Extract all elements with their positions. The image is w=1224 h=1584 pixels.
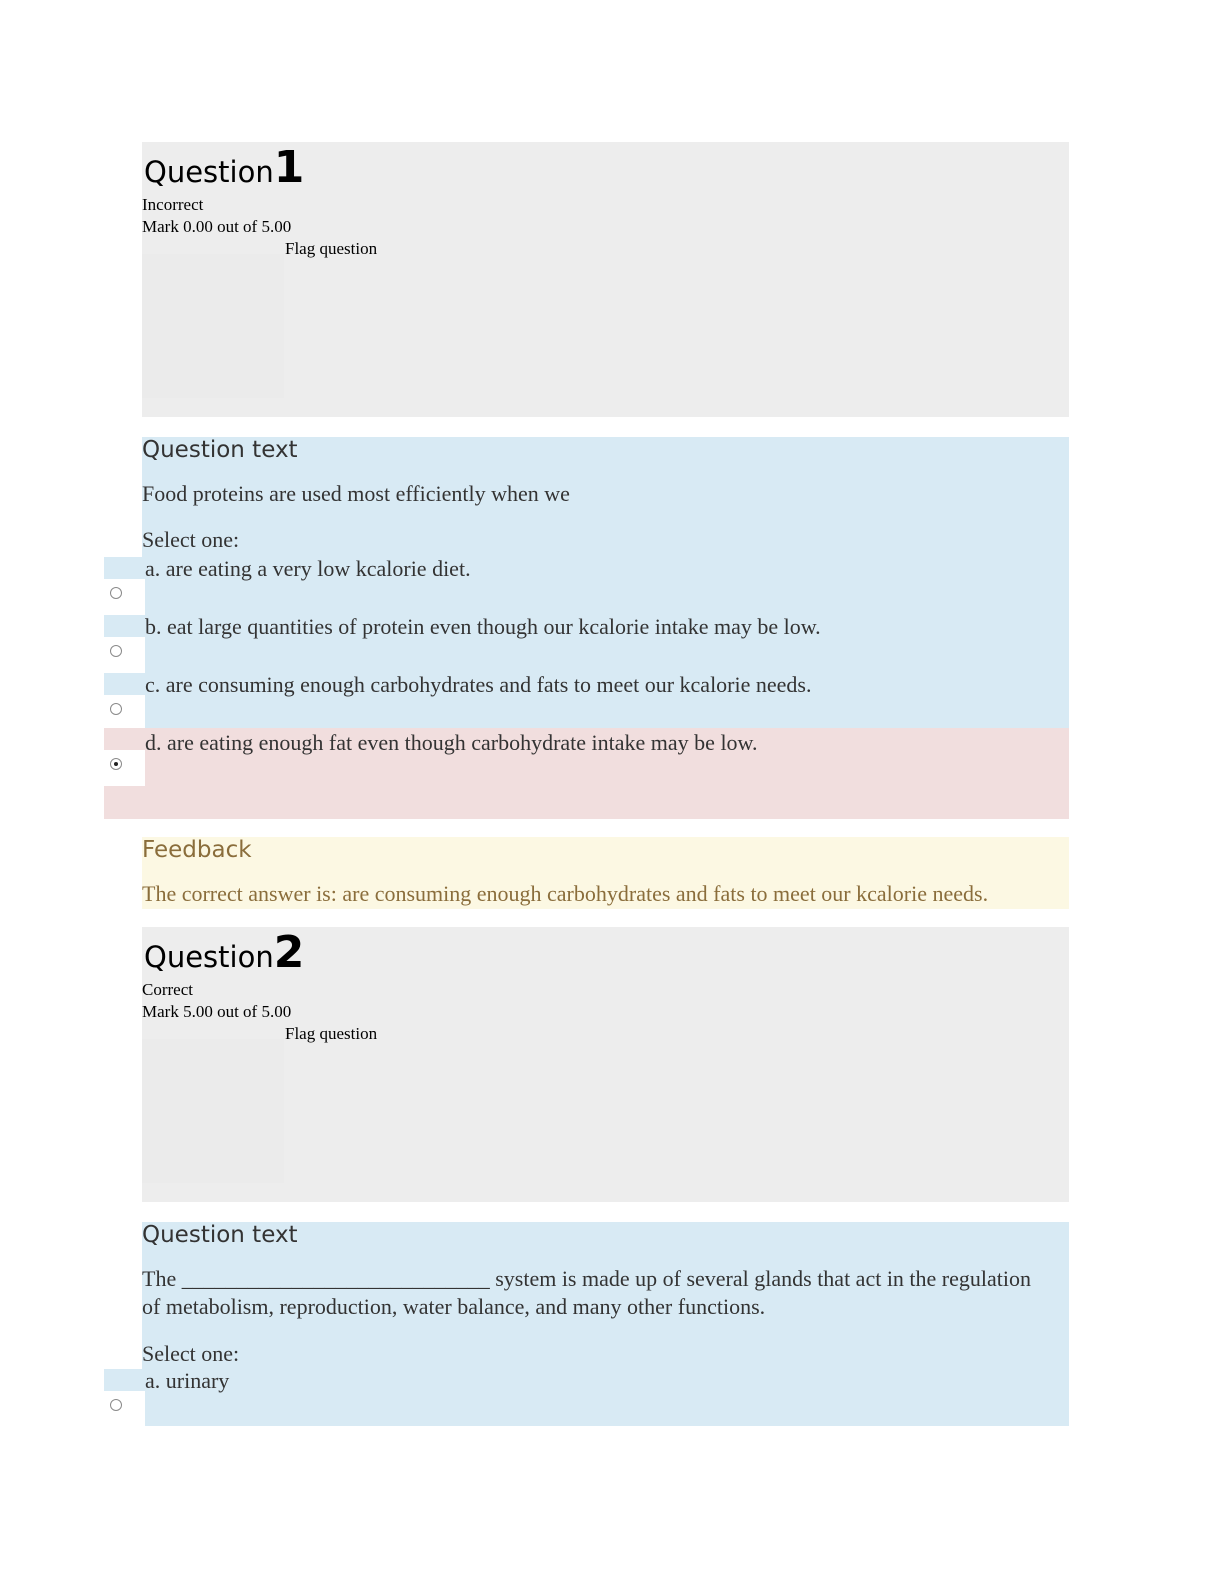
question-word: Question <box>144 155 274 189</box>
question-2-flag-button[interactable]: Flag question <box>285 1024 378 1043</box>
question-1-answer-b[interactable] <box>104 615 1069 673</box>
question-1-answer-c[interactable] <box>104 673 1069 731</box>
answer-label[interactable]: a. urinary <box>145 1368 230 1393</box>
question-1-answer-d[interactable] <box>104 728 1069 819</box>
answer-label[interactable]: b. eat large quantities of protein even though our kcalorie intake may be low. <box>145 614 821 639</box>
radio-button[interactable] <box>110 1399 122 1411</box>
question-1-text: Food proteins are used most efficiently when we <box>142 481 570 506</box>
question-2-grade: Mark 5.00 out of 5.00 <box>142 1002 292 1021</box>
question-word: Question <box>144 940 274 974</box>
answer-label[interactable]: d. are eating enough fat even though carbohydrate intake may be low. <box>145 730 758 755</box>
question-2-text-heading: Question text <box>142 1222 298 1248</box>
question-2-state: Correct <box>142 980 193 999</box>
question-1-flag-button[interactable]: Flag question <box>285 239 378 258</box>
question-1-info <box>142 142 1069 417</box>
question-2-info <box>142 927 1069 1202</box>
question-1-grade: Mark 0.00 out of 5.00 <box>142 217 292 236</box>
question-2-text: The ____________________________ system is made up of several glands that act in the regulation of metabolism, reproduction, water balance, and many other functions. <box>142 1266 1032 1319</box>
question-2-prompt: Select one: <box>142 1341 240 1366</box>
question-1-text-heading: Question text <box>142 437 298 463</box>
answer-label[interactable]: c. are consuming enough carbohydrates and fats to meet our kcalorie needs. <box>145 672 812 697</box>
question-1-prompt: Select one: <box>142 527 240 552</box>
question-2-answer-a[interactable] <box>104 1369 1069 1427</box>
question-1-state: Incorrect <box>142 195 204 214</box>
question-2-number <box>144 927 304 978</box>
question-1-answer-a[interactable] <box>104 557 1069 615</box>
question-1-flag-icon[interactable] <box>142 254 284 398</box>
question-1-number <box>144 142 304 193</box>
question-number: 2 <box>273 927 305 978</box>
radio-button[interactable] <box>110 645 122 657</box>
question-number: 1 <box>273 142 305 193</box>
question-1-feedback <box>142 837 1069 909</box>
radio-button[interactable] <box>110 587 122 599</box>
radio-button[interactable] <box>110 703 122 715</box>
right-answer: The correct answer is: are consuming enough carbohydrates and fats to meet our kcalorie needs. <box>142 881 989 906</box>
question-2-flag-icon[interactable] <box>142 1039 284 1183</box>
answer-label[interactable]: a. are eating a very low kcalorie diet. <box>145 556 471 581</box>
radio-button-selected[interactable] <box>110 758 122 770</box>
feedback-heading: Feedback <box>142 837 252 863</box>
